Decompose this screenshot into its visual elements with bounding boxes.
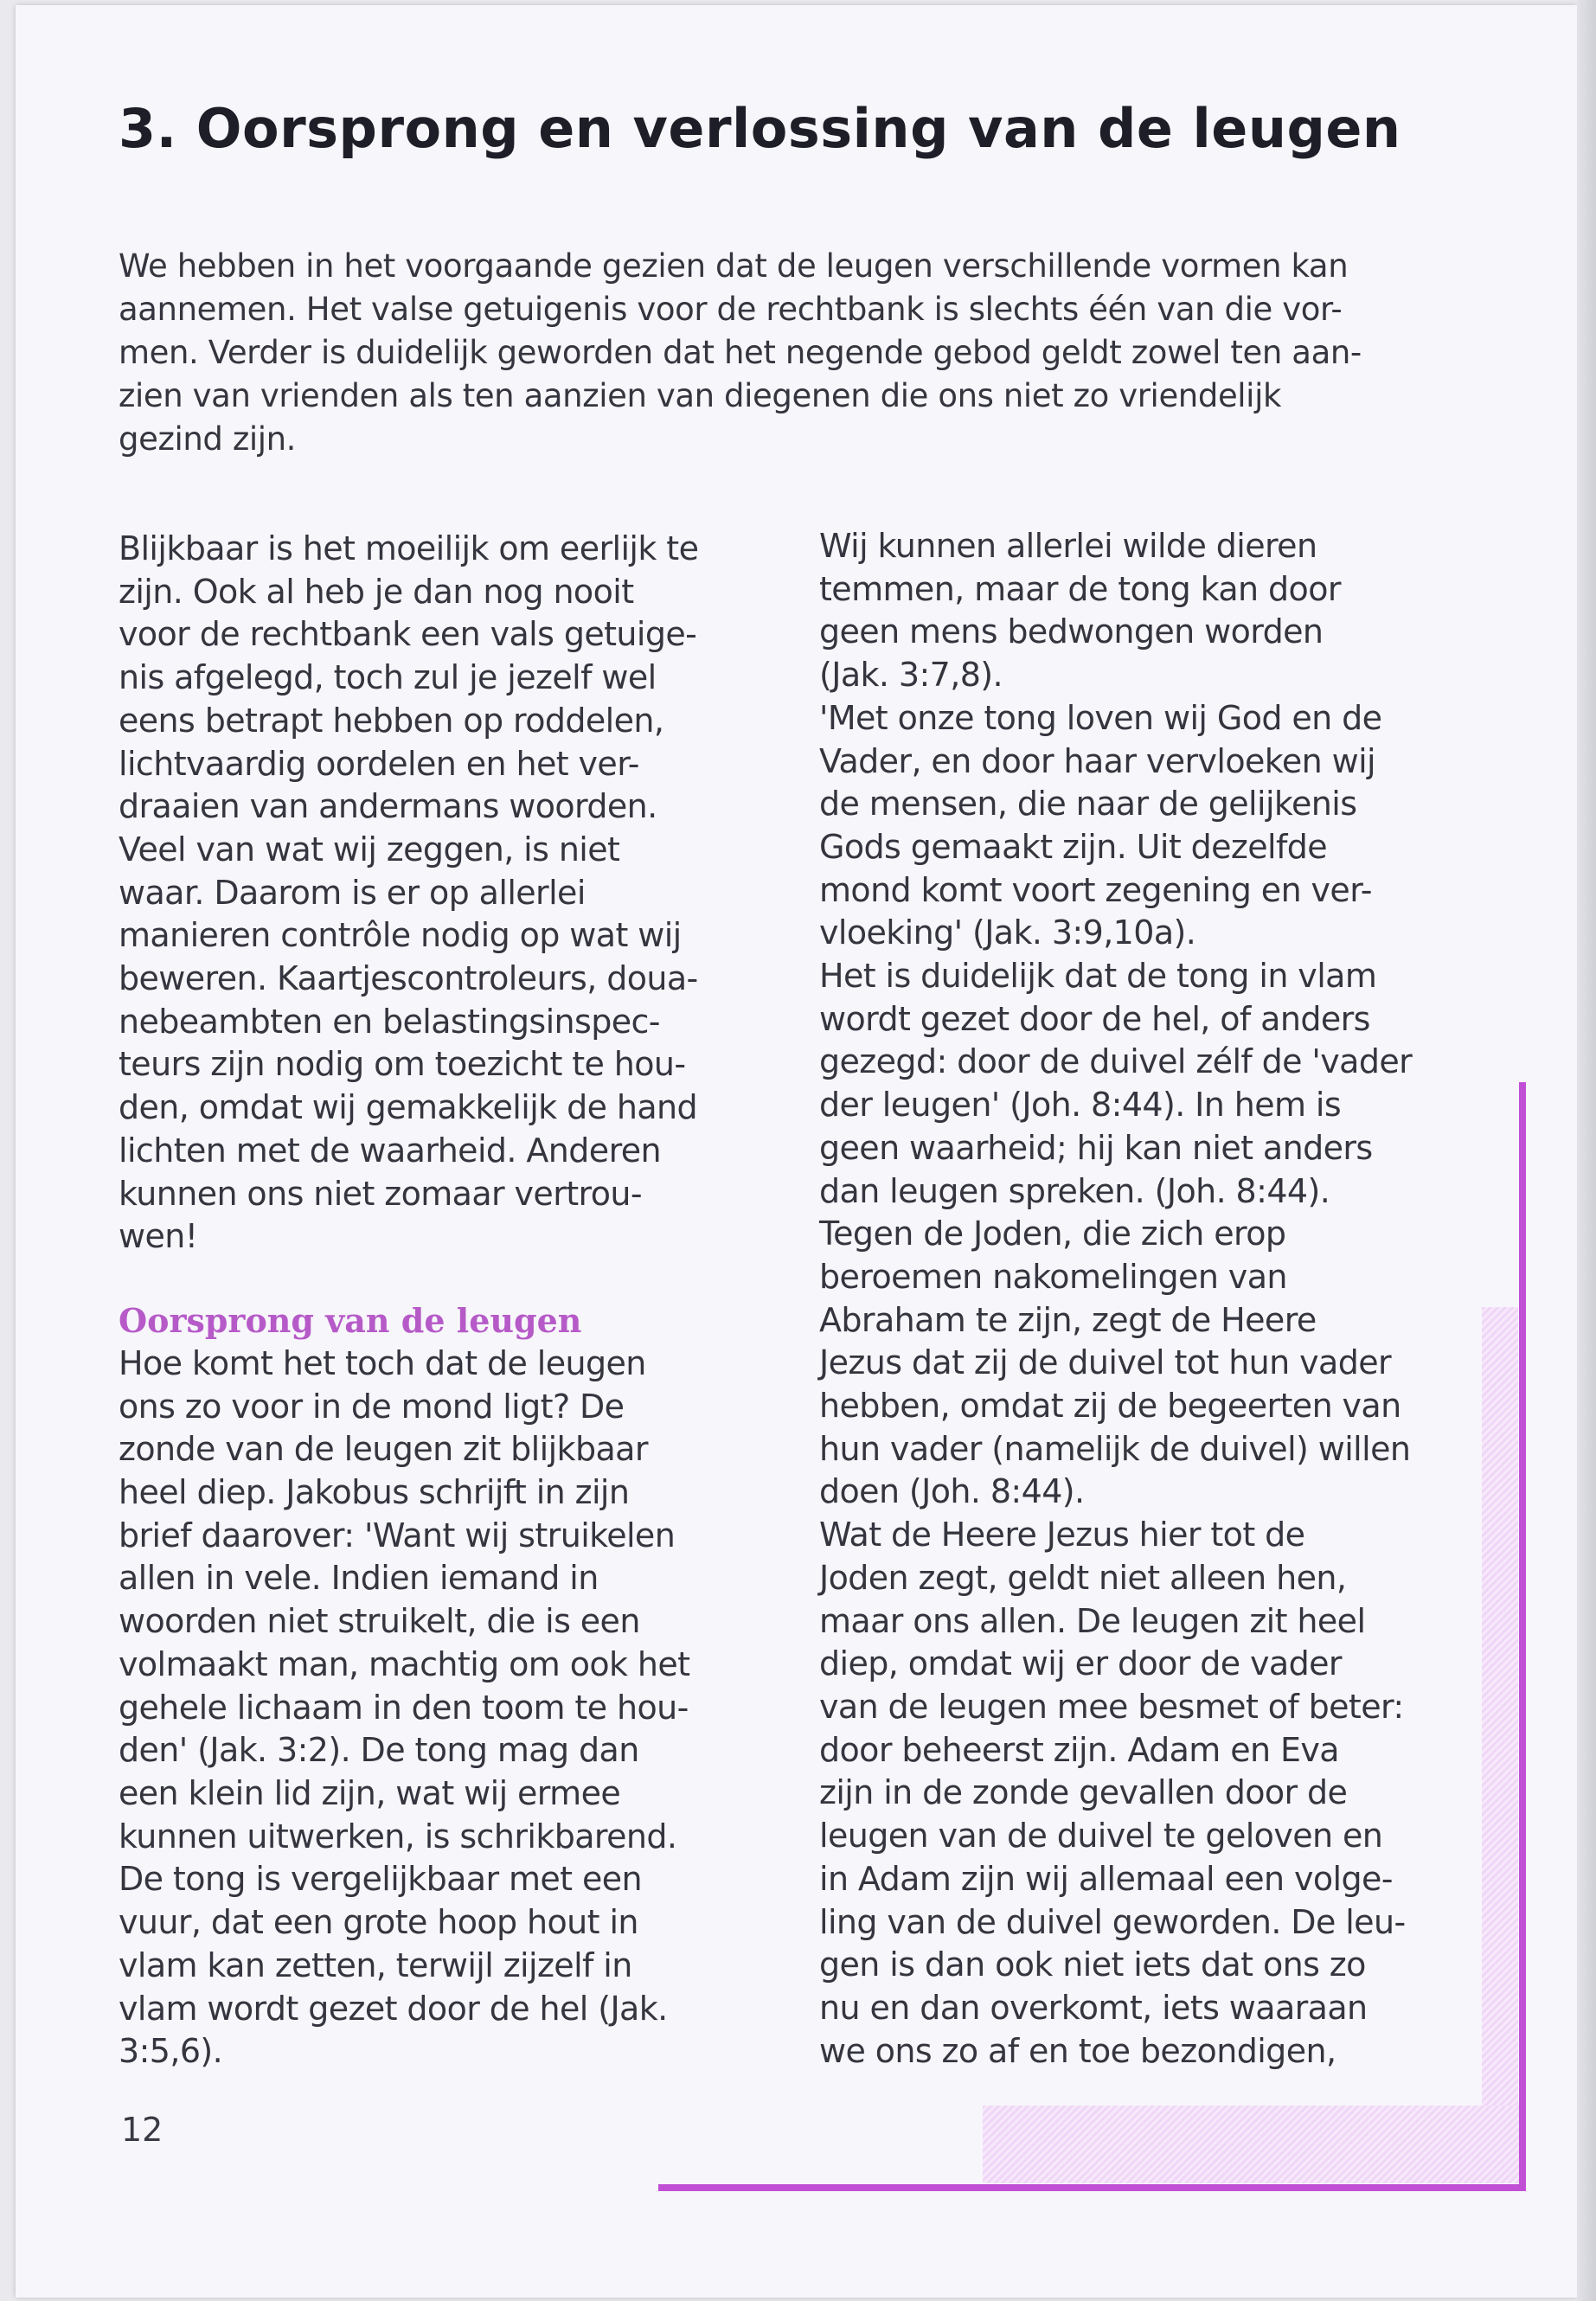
left-para2-line: een klein lid zijn, wat wij ermee bbox=[119, 1773, 621, 1812]
left-para2-line: zonde van de leugen zit blijkbaar bbox=[119, 1430, 648, 1469]
right-column-line: Abraham te zijn, zegt de Heere bbox=[819, 1300, 1317, 1339]
right-column-line: gen is dan ook niet iets dat ons zo bbox=[819, 1945, 1366, 1984]
left-para1-line: nebeambten en belastingsinspec- bbox=[119, 1002, 660, 1041]
right-column-line: Tegen de Joden, die zich erop bbox=[819, 1215, 1286, 1253]
decorative-frame-horizontal bbox=[658, 2184, 1526, 2191]
right-column-line: de mensen, die naar de gelijkenis bbox=[819, 785, 1357, 824]
right-column-line: Joden zegt, geldt niet alleen hen, bbox=[819, 1558, 1347, 1597]
right-column-line: maar ons allen. De leugen zit heel bbox=[819, 1601, 1366, 1640]
right-column-line: in Adam zijn wij allemaal een volge- bbox=[819, 1859, 1393, 1898]
right-column bbox=[819, 525, 1477, 2073]
left-para1-line: kunnen ons niet zomaar vertrou- bbox=[119, 1174, 642, 1213]
right-column-line: beroemen nakomelingen van bbox=[819, 1257, 1287, 1296]
left-para2-line: vuur, dat een grote hoop hout in bbox=[119, 1903, 638, 1942]
left-para1-line: waar. Daarom is er op allerlei bbox=[119, 873, 586, 912]
right-column-line: Wat de Heere Jezus hier tot de bbox=[819, 1516, 1305, 1554]
right-column-line: diep, omdat wij er door de vader bbox=[819, 1644, 1342, 1683]
right-column-line: gezegd: door de duivel zélf de 'vader bbox=[819, 1042, 1413, 1081]
left-para1-line: zijn. Ook al heb je dan nog nooit bbox=[119, 572, 634, 611]
right-column-line: doen (Joh. 8:44). bbox=[819, 1472, 1085, 1511]
left-para1-line: eens betrapt hebben op roddelen, bbox=[119, 701, 664, 740]
left-para2-line: brief daarover: 'Want wij struikelen bbox=[119, 1516, 676, 1554]
decorative-shade-horizontal bbox=[983, 2106, 1519, 2183]
right-column-line: geen waarheid; hij kan niet anders bbox=[819, 1128, 1373, 1167]
left-para2-line: heel diep. Jakobus schrijft in zijn bbox=[119, 1473, 630, 1512]
right-column-line: geen mens bedwongen worden bbox=[819, 612, 1324, 651]
right-column-line: nu en dan overkomt, iets waaraan bbox=[819, 1988, 1368, 2027]
right-column-line: zijn in de zonde gevallen door de bbox=[819, 1773, 1348, 1812]
intro-line: zien van vrienden als ten aanzien van diegenen die ons niet zo vriendelijk bbox=[119, 377, 1281, 414]
left-para2-line: volmaakt man, machtig om ook het bbox=[119, 1644, 690, 1683]
left-para1-line: wen! bbox=[119, 1217, 198, 1256]
left-para1-line: lichten met de waarheid. Anderen bbox=[119, 1131, 662, 1170]
left-para2-line: gehele lichaam in den toom te hou- bbox=[119, 1688, 689, 1727]
left-para1-line: manieren contrôle nodig op wat wij bbox=[119, 916, 682, 955]
right-column-line: der leugen' (Joh. 8:44). In hem is bbox=[819, 1086, 1342, 1125]
left-para2-line: woorden niet struikelt, die is een bbox=[119, 1602, 640, 1641]
left-para2-line: De tong is vergelijkbaar met een bbox=[119, 1860, 642, 1899]
left-para1-line: nis afgelegd, toch zul je jezelf wel bbox=[119, 658, 657, 697]
right-column-line: hebben, omdat zij de begeerten van bbox=[819, 1387, 1401, 1426]
right-column-line: leugen van de duivel te geloven en bbox=[819, 1817, 1383, 1856]
right-column-line: Gods gemaakt zijn. Uit dezelfde bbox=[819, 827, 1328, 866]
intro-line: gezind zijn. bbox=[119, 420, 297, 458]
right-column-line: we ons zo af en toe bezondigen, bbox=[819, 2031, 1336, 2070]
right-column-line: Wij kunnen allerlei wilde dieren bbox=[819, 527, 1317, 565]
decorative-frame-vertical bbox=[1519, 1082, 1526, 2191]
left-para1-line: draaien van andermans woorden. bbox=[119, 787, 657, 826]
right-column-line: ling van de duivel geworden. De leu- bbox=[819, 1902, 1406, 1941]
section-subheading: Oorsprong van de leugen bbox=[119, 1300, 582, 1340]
right-column-line: vloeking' (Jak. 3:9,10a). bbox=[819, 913, 1196, 952]
intro-paragraph bbox=[119, 245, 1451, 461]
left-para2-line: den' (Jak. 3:2). De tong mag dan bbox=[119, 1731, 639, 1770]
right-column-line: hun vader (namelijk de duivel) willen bbox=[819, 1429, 1411, 1468]
left-para1-line: voor de rechtbank een vals getuige- bbox=[119, 615, 697, 654]
page-number: 12 bbox=[121, 2111, 163, 2149]
left-para2-line: allen in vele. Indien iemand in bbox=[119, 1559, 599, 1598]
right-column-line: temmen, maar de tong kan door bbox=[819, 569, 1341, 608]
page-edge-shadow bbox=[1577, 0, 1596, 2301]
intro-line: men. Verder is duidelijk geworden dat het negende gebod geldt zowel ten aan- bbox=[119, 334, 1362, 371]
intro-line: aannemen. Het valse getuigenis voor de rechtbank is slechts één van die vor- bbox=[119, 291, 1343, 328]
left-para2-line: vlam kan zetten, terwijl zijzelf in bbox=[119, 1945, 632, 1984]
right-column-line: van de leugen mee besmet of beter: bbox=[819, 1687, 1404, 1726]
right-column-line: mond komt voort zegening en ver- bbox=[819, 870, 1372, 909]
chapter-title: 3. Oorsprong en verlossing van de leugen bbox=[119, 97, 1401, 160]
left-para2-line: vlam wordt gezet door de hel (Jak. bbox=[119, 1989, 668, 2028]
decorative-shade-vertical bbox=[1482, 1307, 1518, 2183]
right-column-line: Jezus dat zij de duivel tot hun vader bbox=[819, 1343, 1392, 1382]
left-column bbox=[119, 528, 776, 2073]
paragraph-spacer bbox=[119, 1259, 776, 1299]
right-column-line: dan leugen spreken. (Joh. 8:44). bbox=[819, 1171, 1330, 1210]
left-para1-line: den, omdat wij gemakkelijk de hand bbox=[119, 1088, 698, 1127]
right-column-line: 'Met onze tong loven wij God en de bbox=[819, 698, 1382, 737]
right-column-line: (Jak. 3:7,8). bbox=[819, 656, 1003, 695]
left-para2-line: ons zo voor in de mond ligt? De bbox=[119, 1387, 625, 1426]
intro-line: We hebben in het voorgaande gezien dat de leugen verschillende vormen kan bbox=[119, 247, 1349, 285]
left-para2-line: 3:5,6). bbox=[119, 2032, 223, 2071]
right-column-line: Vader, en door haar vervloeken wij bbox=[819, 741, 1375, 780]
left-para1-line: Blijkbaar is het moeilijk om eerlijk te bbox=[119, 529, 699, 567]
left-para2-line: kunnen uitwerken, is schrikbarend. bbox=[119, 1817, 677, 1856]
right-column-line: Het is duidelijk dat de tong in vlam bbox=[819, 957, 1377, 996]
left-para1-line: lichtvaardig oordelen en het ver- bbox=[119, 744, 639, 783]
left-para1-line: beweren. Kaartjescontroleurs, doua- bbox=[119, 959, 698, 998]
left-para2-line: Hoe komt het toch dat de leugen bbox=[119, 1343, 646, 1382]
right-column-line: wordt gezet door de hel, of anders bbox=[819, 999, 1370, 1038]
left-para1-line: teurs zijn nodig om toezicht te hou- bbox=[119, 1045, 686, 1084]
left-para1-line: Veel van wat wij zeggen, is niet bbox=[119, 830, 620, 868]
right-column-line: door beheerst zijn. Adam en Eva bbox=[819, 1730, 1339, 1769]
